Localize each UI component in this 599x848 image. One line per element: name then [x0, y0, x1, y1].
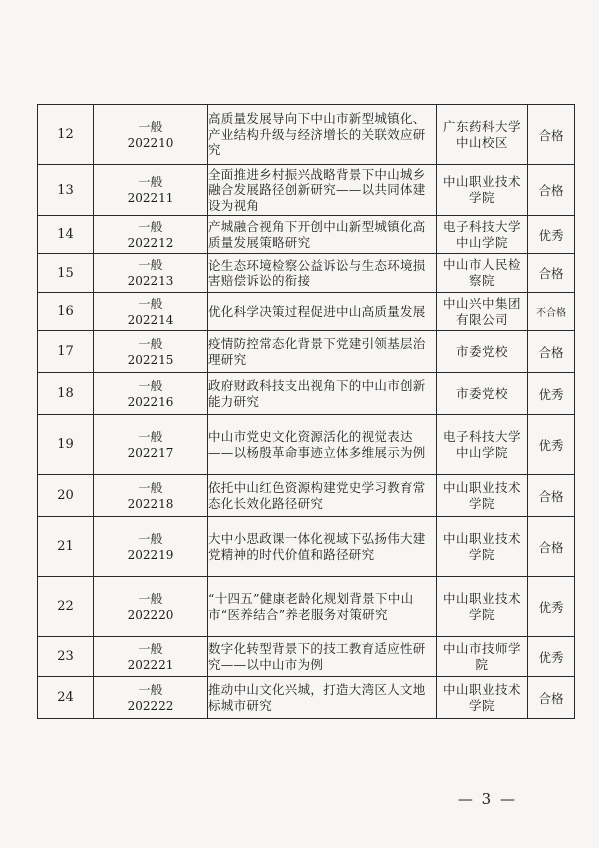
table-row [38, 216, 575, 254]
project-category-cell [94, 517, 208, 577]
host-unit: 中山职业技术学院 [437, 165, 528, 216]
project-code: 202215 [127, 352, 174, 367]
row-number: 16 [38, 293, 94, 331]
project-category-cell [94, 577, 208, 637]
row-number: 14 [38, 216, 94, 254]
project-category: 一般 [138, 175, 163, 189]
project-code: 202222 [127, 698, 174, 713]
project-category-cell [94, 415, 208, 475]
table-row [38, 415, 575, 475]
table-row [38, 293, 575, 331]
evaluation-result: 优秀 [528, 637, 575, 677]
project-code: 202214 [127, 312, 174, 327]
results-table [37, 104, 575, 719]
project-title: 全面推进乡村振兴战略背景下中山城乡融合发展路径创新研究——以共同体建设为视角 [208, 165, 437, 216]
project-title: 政府财政科技支出视角下的中山市创新能力研究 [208, 373, 437, 415]
project-title: 推动中山文化兴城，打造大湾区人文地标城市研究 [208, 677, 437, 719]
project-category-cell [94, 475, 208, 517]
project-category: 一般 [138, 378, 163, 393]
project-category: 一般 [138, 336, 163, 351]
project-category-cell [94, 216, 208, 254]
host-unit: 中山职业技术学院 [437, 577, 528, 637]
host-unit: 电子科技大学中山学院 [437, 415, 528, 475]
project-code: 202219 [127, 547, 174, 562]
evaluation-result: 合格 [528, 517, 575, 577]
evaluation-result: 优秀 [528, 577, 575, 637]
table-row [38, 105, 575, 165]
row-number: 12 [38, 105, 94, 165]
host-unit: 中山兴中集团有限公司 [437, 293, 528, 331]
evaluation-result: 合格 [528, 254, 575, 293]
evaluation-result: 优秀 [528, 216, 575, 254]
project-title: “十四五”健康老龄化规划背景下中山市“医养结合”养老服务对策研究 [208, 577, 437, 637]
table-row [38, 165, 575, 216]
results-table-body [38, 105, 575, 719]
host-unit: 中山职业技术学院 [437, 475, 528, 517]
table-row [38, 373, 575, 415]
project-title: 中山市党史文化资源活化的视觉表达——以杨殷革命事迹立体多维展示为例 [208, 415, 437, 475]
page-number: — 3 — [457, 790, 517, 808]
evaluation-result: 合格 [528, 475, 575, 517]
table-row [38, 254, 575, 293]
project-code: 202216 [127, 394, 174, 409]
project-category: 一般 [138, 641, 163, 656]
table-row [38, 577, 575, 637]
row-number: 13 [38, 165, 94, 216]
project-category-cell [94, 373, 208, 415]
project-code: 202221 [127, 657, 174, 672]
project-code: 202217 [127, 445, 174, 460]
host-unit: 广东药科大学中山校区 [437, 105, 528, 165]
host-unit: 中山职业技术学院 [437, 517, 528, 577]
row-number: 15 [38, 254, 94, 293]
row-number: 18 [38, 373, 94, 415]
project-title: 大中小思政课一体化视域下弘扬伟大建党精神的时代价值和路径研究 [208, 517, 437, 577]
project-category: 一般 [138, 219, 163, 234]
project-code: 202212 [127, 235, 174, 250]
project-code: 202218 [127, 496, 174, 511]
project-category: 一般 [138, 591, 163, 606]
project-code: 202220 [127, 607, 174, 622]
evaluation-result: 合格 [528, 165, 575, 216]
row-number: 23 [38, 637, 94, 677]
row-number: 24 [38, 677, 94, 719]
evaluation-result: 优秀 [528, 415, 575, 475]
project-category: 一般 [138, 429, 163, 444]
host-unit: 市委党校 [437, 331, 528, 373]
host-unit: 中山市技师学院 [437, 637, 528, 677]
project-category-cell [94, 293, 208, 331]
host-unit: 中山职业技术学院 [437, 677, 528, 719]
row-number: 21 [38, 517, 94, 577]
project-code: 202211 [127, 191, 174, 205]
table-row [38, 331, 575, 373]
project-title: 论生态环境检察公益诉讼与生态环境损害赔偿诉讼的衔接 [208, 254, 437, 293]
row-number: 17 [38, 331, 94, 373]
evaluation-result: 合格 [528, 105, 575, 165]
host-unit: 市委党校 [437, 373, 528, 415]
project-category-cell [94, 331, 208, 373]
project-category-cell [94, 637, 208, 677]
project-title: 优化科学决策过程促进中山高质量发展 [208, 293, 437, 331]
project-category-cell [94, 105, 208, 165]
evaluation-result: 不合格 [528, 293, 575, 331]
project-category-cell [94, 254, 208, 293]
project-category: 一般 [138, 119, 163, 134]
project-category-cell [94, 165, 208, 216]
project-category: 一般 [138, 258, 163, 272]
evaluation-result: 合格 [528, 677, 575, 719]
project-category: 一般 [138, 296, 163, 311]
project-category: 一般 [138, 531, 163, 546]
project-category: 一般 [138, 480, 163, 495]
row-number: 22 [38, 577, 94, 637]
project-title: 依托中山红色资源构建党史学习教育常态化长效化路径研究 [208, 475, 437, 517]
project-code: 202213 [127, 274, 174, 288]
table-row [38, 677, 575, 719]
table-row [38, 637, 575, 677]
project-title: 数字化转型背景下的技工教育适应性研究——以中山市为例 [208, 637, 437, 677]
evaluation-result: 合格 [528, 331, 575, 373]
project-category-cell [94, 677, 208, 719]
host-unit: 中山市人民检察院 [437, 254, 528, 293]
project-category: 一般 [138, 682, 163, 697]
row-number: 19 [38, 415, 94, 475]
table-row [38, 517, 575, 577]
row-number: 20 [38, 475, 94, 517]
evaluation-result: 优秀 [528, 373, 575, 415]
table-row [38, 475, 575, 517]
project-title: 高质量发展导向下中山市新型城镇化、产业结构升级与经济增长的关联效应研究 [208, 105, 437, 165]
project-code: 202210 [127, 135, 174, 150]
project-title: 产城融合视角下开创中山新型城镇化高质量发展策略研究 [208, 216, 437, 254]
project-title: 疫情防控常态化背景下党建引领基层治理研究 [208, 331, 437, 373]
host-unit: 电子科技大学中山学院 [437, 216, 528, 254]
